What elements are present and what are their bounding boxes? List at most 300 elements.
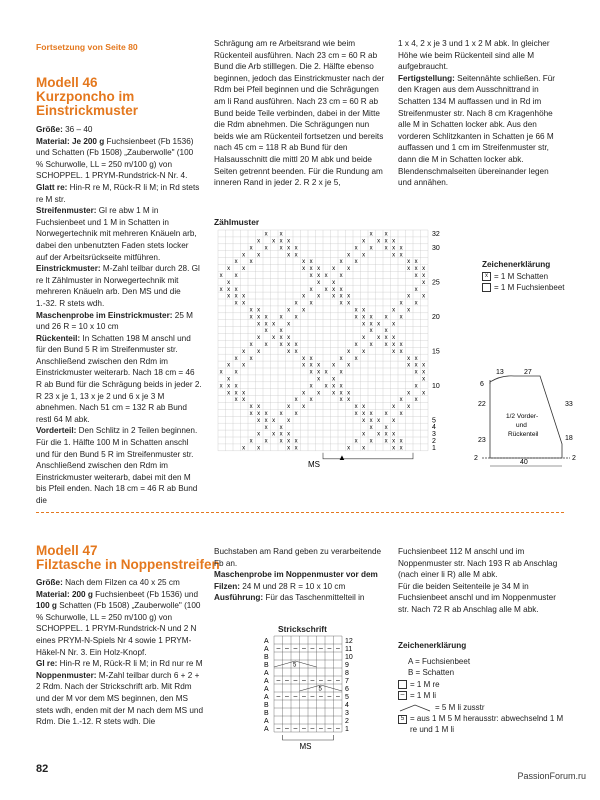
knit-row-letter: A: [264, 670, 269, 677]
chart-cell-x: x: [279, 438, 283, 445]
chart-cell-x: x: [257, 314, 261, 321]
m46-c1-para-4: Einstrickmuster: M-Zahl teilbar durch 28. Gl re lt Zählmuster in Norwegertechnik mit mehreren Knäueln arb. Den MS und die 1.-32. R stets wdh.: [36, 264, 200, 308]
chart-cell-x: x: [272, 321, 276, 328]
chart-cell-x: x: [414, 286, 418, 293]
chart-cell-x: x: [354, 342, 358, 348]
knit-purl-mark: –: [319, 645, 323, 652]
chart-cell-x: x: [294, 348, 298, 355]
knit-purl-mark: –: [319, 693, 323, 700]
knit-purl-mark: –: [285, 693, 289, 700]
chart-cell-x: x: [317, 376, 321, 383]
chart-cell-x: x: [279, 238, 283, 245]
chart-cell-x: x: [234, 397, 238, 404]
chart-cell-x: x: [302, 266, 306, 273]
chart-cell-x: x: [309, 259, 313, 266]
chart-cell-x: x: [332, 376, 336, 383]
chart-cell-x: x: [354, 314, 358, 321]
chart-cell-x: x: [287, 238, 291, 245]
chart-cell-x: x: [422, 390, 426, 397]
chart-cell-x: x: [287, 321, 291, 328]
chart-cell-x: x: [339, 397, 343, 404]
chart-cell-x: x: [347, 445, 351, 452]
chart-cell-x: x: [354, 438, 358, 445]
legend-item-schatten: [482, 271, 564, 282]
chart-cell-x: x: [227, 376, 231, 383]
knit-row-letter: A: [264, 678, 269, 685]
model-46-title-line1: Modell 46: [36, 75, 98, 90]
m46-c1-para-1: Material: Je 200 g Fuchsienbeet (Fb 1536) und Schatten (Fb 1508) „Zauberwolle" (100 % Schurwolle, LL = 250 m/100 g) von SCHOPPEL. 1 PRYM-Rundstrick-N Nr. 4.: [36, 136, 194, 181]
chart-cell-x: x: [309, 355, 313, 362]
chart-row-label: 25: [432, 279, 440, 287]
legend-text-fuchsienbeet: = 1 M Fuchsienbeet: [494, 283, 565, 292]
chart-cell-x: x: [392, 438, 396, 445]
model-46-column-1: [36, 124, 202, 507]
chart-cell-x: x: [362, 431, 366, 438]
chart-cell-x: x: [227, 293, 231, 300]
legend-inc: [398, 713, 564, 736]
chart-cell-x: x: [399, 348, 403, 355]
legend-x-symbol: x: [482, 272, 491, 281]
chart-cell-x: x: [324, 286, 328, 293]
chart-cell-x: x: [302, 293, 306, 300]
dim-18: 18: [565, 435, 573, 442]
knit-purl-mark: –: [336, 725, 340, 732]
chart-cell-x: x: [242, 293, 246, 300]
model-46-column-3: [398, 38, 564, 189]
chart-cell-x: x: [227, 279, 231, 286]
chart-cell-x: x: [392, 335, 396, 342]
chart-row-label: 2: [432, 438, 436, 445]
chart-cell-x: x: [369, 314, 373, 321]
chart-cell-x: x: [339, 293, 343, 300]
chart-cell-x: x: [242, 445, 246, 452]
knit-purl-mark: –: [285, 645, 289, 652]
knit-purl-mark: –: [302, 677, 306, 684]
chart-cell-x: x: [294, 411, 298, 417]
chart-cell-x: x: [279, 431, 283, 438]
chart-cell-x: x: [249, 314, 253, 321]
chart-cell-x: x: [414, 362, 418, 369]
chart-cell-x: x: [234, 273, 238, 279]
chart-cell-x: x: [399, 438, 403, 445]
legend-knit-text: = 1 M re: [410, 679, 440, 689]
chart-cell-x: x: [392, 431, 396, 438]
knit-purl-mark: –: [327, 725, 332, 732]
model-47-legend-title: Zeichenerklärung: [398, 641, 467, 650]
knitting-chart: [262, 634, 370, 754]
chart-cell-x: x: [339, 300, 343, 307]
chart-cell-x: x: [384, 245, 388, 252]
knit-row-number: 11: [345, 646, 353, 653]
knit-symbol: [398, 680, 407, 689]
chart-cell-x: x: [264, 411, 268, 417]
chart-cell-x: x: [414, 355, 418, 362]
chart-cell-x: x: [302, 404, 306, 411]
knit-row-number: 4: [345, 702, 349, 709]
chart-cell-x: x: [287, 438, 291, 445]
m47-c2-para-0: Buchstaben am Rand geben zu verarbeitende Fb an.: [214, 547, 382, 568]
chart-cell-x: x: [279, 342, 283, 348]
chart-cell-x: x: [407, 362, 411, 369]
legend-item-fuchsienbeet: [482, 282, 564, 293]
chart-cell-x: x: [407, 266, 411, 273]
knit-purl-mark: –: [327, 677, 332, 684]
chart-cell-x: x: [257, 307, 261, 314]
chart-cell-x: x: [399, 397, 403, 404]
chart-cell-x: x: [317, 369, 321, 376]
dim-2-right: 2: [572, 455, 576, 462]
chart-cell-x: x: [287, 348, 291, 355]
chart-cell-x: x: [422, 369, 426, 376]
chart-cell-x: x: [362, 321, 366, 328]
chart-row-label: 30: [432, 244, 440, 252]
chart-cell-x: x: [257, 238, 261, 245]
chart-cell-x: x: [302, 390, 306, 397]
chart-cell-x: x: [339, 286, 343, 293]
increase-symbol: 5: [398, 715, 407, 724]
chart-cell-x: x: [302, 307, 306, 314]
chart-cell-x: x: [294, 245, 298, 252]
chart-cell-x: x: [407, 259, 411, 266]
legend-knit: [398, 679, 564, 690]
chart-cell-x: x: [384, 231, 388, 238]
chart-cell-x: x: [414, 273, 418, 279]
chart-arrow-icon: ▲: [338, 452, 346, 462]
dim-23: 23: [478, 437, 486, 444]
model-46-legend-title: Zeichenerklärung: [482, 260, 551, 269]
chart-cell-x: x: [294, 314, 298, 321]
chart-cell-x: x: [242, 390, 246, 397]
chart-cell-x: x: [249, 245, 253, 252]
chart-cell-x: x: [219, 383, 223, 390]
chart-cell-x: x: [362, 417, 366, 424]
chart-cell-x: x: [249, 259, 253, 266]
chart-cell-x: x: [242, 252, 246, 259]
knit-purl-mark: –: [276, 677, 281, 684]
chart-cell-x: x: [309, 300, 313, 307]
chart-cell-x: x: [279, 411, 283, 417]
chart-row-label: 15: [432, 348, 440, 356]
chart-cell-x: x: [309, 383, 313, 390]
knit-row-letter: B: [264, 654, 269, 661]
chart-row-label: 3: [432, 431, 436, 439]
dim-13: 13: [496, 369, 504, 376]
legend-empty-symbol: [482, 283, 491, 292]
knit-row-number: 6: [345, 686, 349, 693]
knit-row-letter: A: [264, 638, 269, 645]
chart-cell-x: x: [384, 328, 388, 335]
chart-cell-x: x: [279, 424, 283, 431]
chart-cell-x: x: [242, 362, 246, 369]
chart-cell-x: x: [399, 300, 403, 307]
chart-cell-x: x: [309, 266, 313, 273]
chart-cell-x: x: [392, 252, 396, 259]
legend-dec-text: = 5 M li zusstr: [435, 702, 485, 712]
knit-row-number: 3: [345, 710, 349, 717]
legend-purl: [398, 690, 564, 701]
knit-purl-mark: –: [302, 725, 306, 732]
knit-purl-mark: –: [293, 645, 298, 652]
chart-cell-x: x: [369, 417, 373, 424]
chart-cell-x: x: [384, 314, 388, 321]
legend-dec: [398, 702, 564, 713]
chart-cell-x: x: [392, 445, 396, 452]
chart-cell-x: x: [234, 259, 238, 266]
knit-row-letter: A: [264, 686, 269, 693]
model-46-title-line3: Einstrickmuster: [36, 103, 139, 118]
chart-cell-x: x: [354, 404, 358, 411]
knit-row-number: 12: [345, 638, 353, 645]
legend-a: A = Fuchsienbeet: [408, 657, 471, 666]
chart-cell-x: x: [317, 362, 321, 369]
chart-cell-x: x: [414, 300, 418, 307]
m46-c1-para-3: Streifenmuster: Gl re abw 1 M in Fuchsienbeet und 1 M in Schatten in Norwegertechnik mit mehreren Knäueln arb, dabei den unbenutzten Faden stets locker auf der Arbeitsrückseite mitführen.: [36, 206, 197, 262]
knit-purl-mark: –: [293, 677, 298, 684]
knit-bobble-mark: 5: [293, 662, 297, 669]
chart-cell-x: x: [347, 362, 351, 369]
chart-cell-x: x: [234, 286, 238, 293]
knit-purl-mark: –: [319, 677, 323, 684]
chart-cell-x: x: [242, 266, 246, 273]
knit-purl-mark: –: [310, 725, 315, 732]
chart-cell-x: x: [219, 286, 223, 293]
chart-cell-x: x: [399, 245, 403, 252]
chart-cell-x: x: [414, 259, 418, 266]
chart-cell-x: x: [422, 376, 426, 383]
chart-cell-x: x: [399, 411, 403, 417]
chart-cell-x: x: [392, 417, 396, 424]
part-label-2: und: [516, 422, 527, 429]
chart-cell-x: x: [369, 424, 373, 431]
chart-cell-x: x: [354, 355, 358, 362]
chart-cell-x: x: [384, 342, 388, 348]
chart-cell-x: x: [369, 411, 373, 417]
m46-c1-para-6: Rückenteil: In Schatten 198 M anschl und für den Bund 5 R im Streifenmuster str. Anschließend zwischen den Rdm im Einstrickmuster weiterarb. Nach 18 cm = 46 R ab Bund für die Schrägung beids in jeder 2. R 23 x je 1, 13 x je 2 und 6 x je 3 M abnehmen. Nach 51 cm = 132 R ab Bund restl 64 M abk.: [36, 333, 202, 424]
chart-cell-x: x: [347, 348, 351, 355]
knit-purl-mark: –: [336, 677, 340, 684]
chart-cell-x: x: [257, 411, 261, 417]
chart-cell-x: x: [287, 404, 291, 411]
chart-cell-x: x: [347, 390, 351, 397]
chart-cell-x: x: [384, 335, 388, 342]
legend-b: B = Schatten: [408, 668, 455, 678]
chart-cell-x: x: [287, 445, 291, 452]
chart-cell-x: x: [399, 342, 403, 348]
knit-purl-mark: –: [276, 725, 281, 732]
chart-cell-x: x: [392, 321, 396, 328]
page-number: 82: [36, 763, 49, 775]
chart-cell-x: x: [257, 348, 261, 355]
m47-c1-para-2: 100 g Schatten (Fb 1508) „Zauberwolle" (100 % Schurwolle, LL = 250 m/100 g) von SCHOPPEL. 1 PRYM-Rundstrick-N und 2 N eines PRYM-N-Spiels Nr 4 sowie 1 PRYM-Häkel-N Nr. 3. Ein Holz-Knopf.: [36, 601, 201, 657]
chart-cell-x: x: [369, 328, 373, 335]
chart-cell-x: x: [354, 259, 358, 266]
knit-row-letter: B: [264, 702, 269, 709]
chart-cell-x: x: [219, 273, 223, 279]
chart-cell-x: x: [362, 314, 366, 321]
chart-cell-x: x: [362, 348, 366, 355]
chart-cell-x: x: [414, 397, 418, 404]
chart-cell-x: x: [249, 411, 253, 417]
model-47-title-line2: Filztasche in Noppenstreifen: [36, 557, 220, 572]
chart-cell-x: x: [377, 431, 381, 438]
chart-cell-x: x: [227, 390, 231, 397]
chart-cell-x: x: [257, 252, 261, 259]
chart-cell-x: x: [332, 266, 336, 273]
knit-row-letter: A: [264, 726, 269, 733]
chart-cell-x: x: [384, 438, 388, 445]
chart-cell-x: x: [257, 431, 261, 438]
chart-cell-x: x: [384, 411, 388, 417]
chart-cell-x: x: [324, 273, 328, 279]
part-label-1: 1/2 Vorder-: [506, 413, 539, 420]
knit-purl-mark: –: [336, 645, 340, 652]
chart-cell-x: x: [332, 362, 336, 369]
chart-row-label: 1: [432, 444, 436, 452]
chart-cell-x: x: [407, 307, 411, 314]
chart-cell-x: x: [422, 279, 426, 286]
chart-cell-x: x: [287, 245, 291, 252]
chart-cell-x: x: [347, 252, 351, 259]
chart-cell-x: x: [392, 342, 396, 348]
chart-row-label: 32: [432, 231, 440, 238]
chart-cell-x: x: [234, 355, 238, 362]
chart-cell-x: x: [234, 369, 238, 376]
chart-cell-x: x: [264, 342, 268, 348]
model-46-title: [36, 76, 138, 118]
chart-cell-x: x: [414, 369, 418, 376]
knit-row-letter: B: [264, 662, 269, 669]
chart-cell-x: x: [362, 404, 366, 411]
chart-cell-x: x: [234, 390, 238, 397]
chart-cell-x: x: [377, 335, 381, 342]
chart-cell-x: x: [369, 438, 373, 445]
chart-cell-x: x: [287, 342, 291, 348]
model-47-column-1: [36, 577, 206, 728]
chart-cell-x: x: [347, 300, 351, 307]
chart-cell-x: x: [332, 383, 336, 390]
knit-row-letter: A: [264, 694, 269, 701]
m46-c3-para-1: Fertigstellung: Seitennähte schließen. Für den Kragen aus dem Ausschnittrand in Schatten 134 M auffassen und in Rd im Streifenmuster str. Nach 8 cm Kragenhöhe alle M in Schatten locker abk. Aus den vorderen Schlitzkanten in Schatten je 66 M auffassen und 1 cm im Streifenmuster str, dann die M in Schatten locker abk. Blendenschmalseiten übereinander legen und annähen.: [398, 73, 555, 188]
chart-cell-x: x: [294, 397, 298, 404]
chart-cell-x: x: [332, 279, 336, 286]
dim-22: 22: [478, 401, 486, 408]
knit-purl-mark: –: [310, 693, 315, 700]
chart-cell-x: x: [309, 397, 313, 404]
chart-cell-x: x: [294, 300, 298, 307]
chart-cell-x: x: [392, 348, 396, 355]
m46-c1-para-7: Vorderteil: Den Schlitz in 2 Teilen beginnen. Für die 1. Hälfte 100 M in Schatten anschl und für den Bund 5 R im Streifenmuster str. Anschließend zwischen den Rdm im Einstrickmuster weiterarb, dabei mit den M bis Pfeil enden. Nach 18 cm = 46 R ab Bund die: [36, 426, 198, 505]
knit-purl-mark: –: [310, 677, 315, 684]
knit-ms-label: MS: [299, 742, 312, 751]
chart-cell-x: x: [362, 335, 366, 342]
chart-cell-x: x: [414, 266, 418, 273]
chart-cell-x: x: [242, 397, 246, 404]
chart-cell-x: x: [407, 355, 411, 362]
chart-cell-x: x: [257, 417, 261, 424]
knit-purl-mark: –: [302, 693, 306, 700]
dim-40: 40: [520, 459, 528, 466]
m47-c1-para-3: Gl re: Hin-R re M, Rück-R li M; in Rd nur re M: [36, 659, 203, 669]
knit-purl-mark: –: [276, 693, 281, 700]
chart-cell-x: x: [362, 252, 366, 259]
model-47-column-2: [214, 546, 386, 604]
dim-2-left: 2: [474, 455, 478, 462]
chart-cell-x: x: [309, 273, 313, 279]
chart-cell-x: x: [242, 348, 246, 355]
knit-bobble-mark: 5: [318, 686, 322, 693]
chart-cell-x: x: [257, 445, 261, 452]
chart-cell-x: x: [294, 342, 298, 348]
chart-cell-x: x: [392, 307, 396, 314]
chart-cell-x: x: [294, 445, 298, 452]
decrease-symbol: [398, 703, 432, 712]
model-47-column-3: [398, 546, 564, 616]
chart-ms-label: MS: [308, 459, 320, 469]
m46-c1-para-5: Maschenprobe im Einstrickmuster: 25 M und 26 R = 10 x 10 cm: [36, 310, 193, 332]
chart-cell-x: x: [294, 252, 298, 259]
knit-ms-bracket: [283, 735, 334, 740]
chart-cell-x: x: [347, 397, 351, 404]
knit-purl-mark: –: [293, 725, 298, 732]
chart-row-label: 20: [432, 313, 440, 321]
chart-cell-x: x: [272, 431, 276, 438]
chart-cell-x: x: [354, 411, 358, 417]
chart-cell-x: x: [234, 383, 238, 390]
knit-row-number: 1: [345, 726, 349, 733]
chart-cell-x: x: [339, 369, 343, 376]
chart-cell-x: x: [347, 266, 351, 273]
chart-cell-x: x: [317, 279, 321, 286]
chart-cell-x: x: [279, 245, 283, 252]
chart-cell-x: x: [227, 286, 231, 293]
chart-cell-x: x: [264, 231, 268, 238]
section-divider: [36, 512, 564, 513]
chart-cell-x: x: [377, 417, 381, 424]
chart-cell-x: x: [264, 245, 268, 252]
chart-cell-x: x: [287, 252, 291, 259]
knit-row-number: 9: [345, 662, 349, 669]
chart-cell-x: x: [257, 335, 261, 342]
chart-row-label: 4: [432, 424, 436, 432]
chart-cell-x: x: [384, 424, 388, 431]
dim-33: 33: [565, 401, 573, 408]
chart-cell-x: x: [392, 238, 396, 245]
knit-row-number: 10: [345, 654, 353, 661]
chart-cell-x: x: [309, 362, 313, 369]
m46-c3-para-0: 1 x 4, 2 x je 3 und 1 x 2 M abk. In gleicher Höhe wie beim Rückenteil sind alle M aufgebraucht.: [398, 39, 550, 72]
chart-cell-x: x: [317, 273, 321, 279]
chart-cell-x: x: [384, 238, 388, 245]
chart-cell-x: x: [264, 417, 268, 424]
chart-cell-x: x: [279, 328, 283, 335]
chart-cell-x: x: [399, 252, 403, 259]
chart-cell-x: x: [279, 231, 283, 238]
m47-c2-para-2: Ausführung: Für das Taschenmittelteil in: [214, 593, 365, 603]
chart-cell-x: x: [369, 342, 373, 348]
chart-cell-x: x: [257, 404, 261, 411]
chart-row-label: 10: [432, 382, 440, 390]
counting-chart: [214, 228, 464, 478]
chart-cell-x: x: [287, 431, 291, 438]
chart-cell-x: x: [414, 383, 418, 390]
chart-cell-x: x: [339, 390, 343, 397]
knit-purl-mark: –: [276, 645, 281, 652]
model-46-title-line2: Kurzponcho im: [36, 89, 135, 104]
chart-cell-x: x: [279, 314, 283, 321]
model-47-title-line1: Modell 47: [36, 543, 98, 558]
knit-purl-mark: –: [319, 725, 323, 732]
chart-cell-x: x: [362, 445, 366, 452]
